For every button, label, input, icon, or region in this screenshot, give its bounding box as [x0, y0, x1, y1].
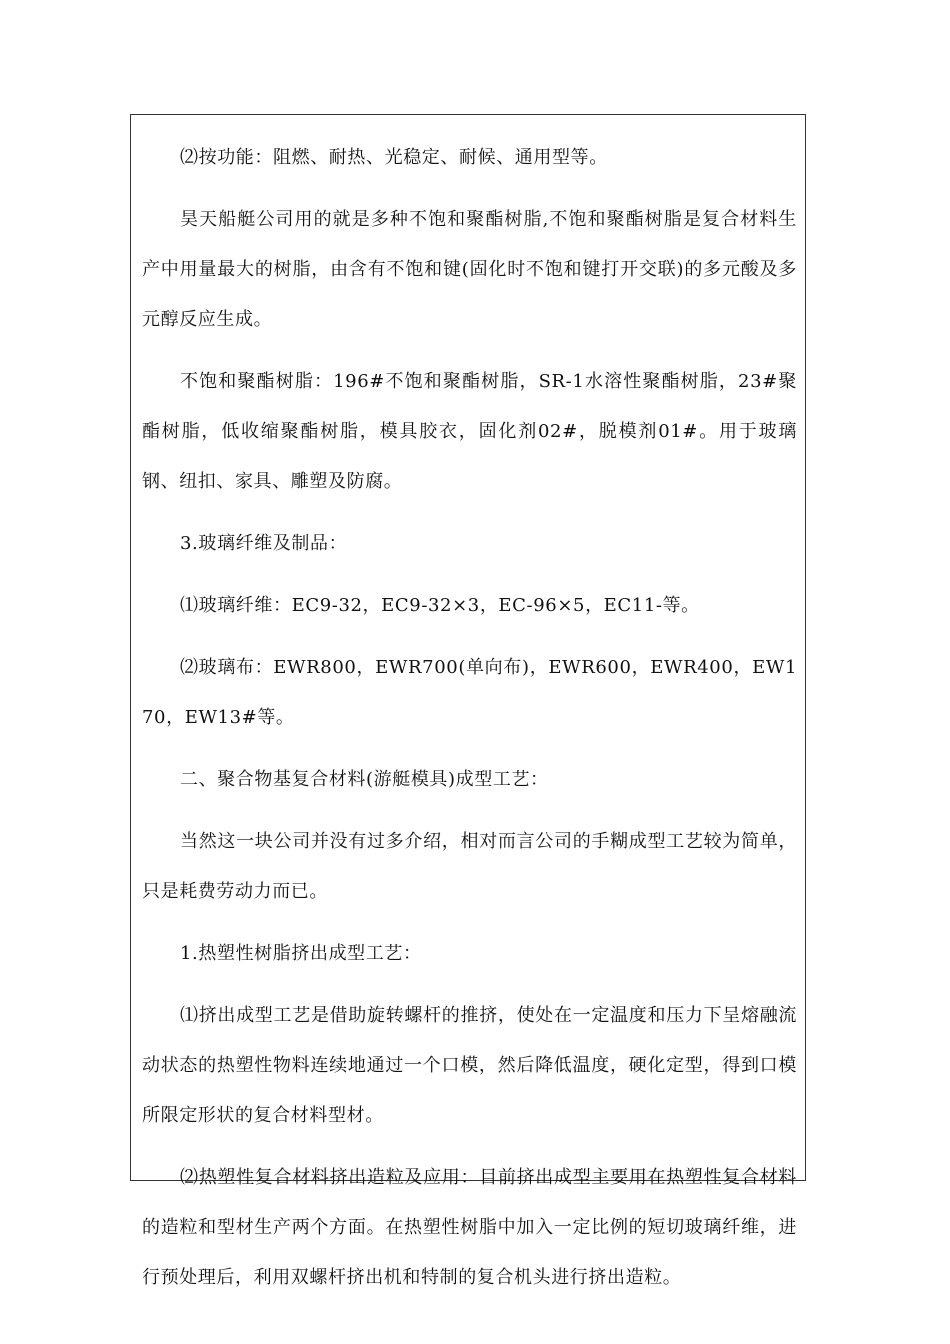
- document-body: [142, 133, 797, 1315]
- paragraph-resin-usage: 昊天船艇公司用的就是多种不饱和聚酯树脂,不饱和聚酯树脂是复合材料生产中用量最大的树脂，由含有不饱和键(固化时不饱和键打开交联)的多元酸及多元醇反应生成。: [142, 209, 797, 330]
- paragraph-glass-cloth: ⑵玻璃布：EWR800，EWR700(单向布)，EWR600，EWR400，EW170，EW13#等。: [142, 657, 797, 728]
- heading-glass-fiber: 3.玻璃纤维及制品：: [180, 533, 348, 554]
- paragraph-glass-fiber: ⑴玻璃纤维：EC9-32，EC9-32×3，EC-96×5，EC11-等。: [180, 595, 700, 616]
- paragraph-unsaturated-polyester: 不饱和聚酯树脂：196#不饱和聚酯树脂，SR-1水溶性聚酯树脂，23#聚酯树脂，低收缩聚酯树脂，模具胶衣，固化剂02#，脱模剂01#。用于玻璃钢、纽扣、家具、雕塑及防腐。: [142, 371, 797, 492]
- content-frame: [130, 114, 806, 1288]
- heading-molding-process: 二、聚合物基复合材料(游艇模具)成型工艺：: [180, 769, 549, 790]
- paragraph-extrusion-pelletizing: ⑵热塑性复合材料挤出造粒及应用：目前挤出成型主要用在热塑性复合材料的造粒和型材生产两个方面。在热塑性树脂中加入一定比例的短切玻璃纤维，进行预处理后，利用双螺杆挤出机和特制的复合机头进行挤出造粒。: [142, 1167, 797, 1288]
- paragraph-function-types: ⑵按功能：阻燃、耐热、光稳定、耐候、通用型等。: [180, 147, 608, 168]
- paragraph-hand-layup: 当然这一块公司并没有过多介绍，相对而言公司的手糊成型工艺较为简单，只是耗费劳动力而已。: [142, 831, 797, 902]
- heading-extrusion: 1.热塑性树脂挤出成型工艺：: [180, 943, 422, 964]
- paragraph-extrusion-process: ⑴挤出成型工艺是借助旋转螺杆的推挤，使处在一定温度和压力下呈熔融流动状态的热塑性物料连续地通过一个口模，然后降低温度，硬化定型，得到口模所限定形状的复合材料型材。: [142, 1005, 797, 1126]
